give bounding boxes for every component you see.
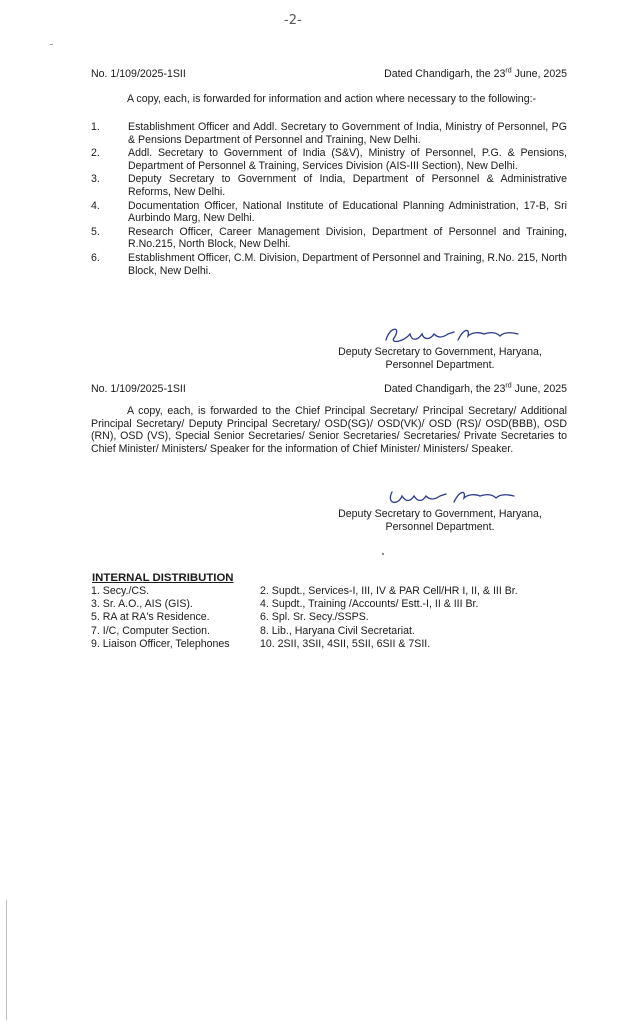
distribution-entry: 10. 2SII, 3SII, 4SII, 5SII, 6SII & 7SII. <box>260 637 431 650</box>
forwarding-body: A copy, each, is forwarded to the Chief Principal Secretary/ Principal Secretary/ Additional Principal Secretary/ Deputy Principal Secretary/ OSD(SG)/ OSD(VK)/ OSD (RS)/ OSD(BBB), OSD (RN), OSD (VS), Special Senior Secretaries/ Senior Secretaries/ Secretaries/ Private Secretaries to Chief Minister/ Ministers/ Speaker for the information of Chief Minister/ Ministers/ Speaker. <box>91 405 567 455</box>
table-row <box>91 585 518 598</box>
list-item-number: 2. <box>91 147 100 160</box>
signatory-department: Personnel Department. <box>385 520 495 533</box>
list-item-number: 5. <box>91 225 100 238</box>
list-item <box>91 226 567 251</box>
reference-number: No. 1/109/2025-1SII <box>91 68 186 80</box>
scan-edge <box>6 900 7 1020</box>
handwritten-signature <box>320 484 560 508</box>
handwritten-signature <box>320 322 560 346</box>
distribution-entry: 5. RA at RA's Residence. <box>91 611 210 624</box>
table-row <box>91 611 518 624</box>
header-row-2 <box>91 383 567 396</box>
internal-distribution-table <box>91 585 518 651</box>
signature-block-1 <box>320 322 560 371</box>
table-row <box>91 638 518 651</box>
distribution-entry: 1. Secy./CS. <box>91 585 150 597</box>
list-item <box>91 121 567 146</box>
page-number: -2- <box>284 13 302 28</box>
signatory-department: Personnel Department. <box>385 358 495 371</box>
list-item <box>91 173 567 198</box>
list-item <box>91 252 567 277</box>
list-item-text: Research Officer, Career Management Division, Department of Personnel and Training, R.No.215, North Block, New Delhi. <box>128 225 567 251</box>
list-item <box>91 200 567 225</box>
list-item-text: Deputy Secretary to Government of India, Department of Personnel & Administrative Reforms, New Delhi. <box>128 173 567 198</box>
list-item-text: Establishment Officer, C.M. Division, Department of Personnel and Training, R.No. 215, North Block, New Delhi. <box>128 251 567 277</box>
distribution-entry: 2. Supdt., Services-I, III, IV & PAR Cell/HR I, II, & III Br. <box>260 585 518 597</box>
list-item-text: Establishment Officer and Addl. Secretary to Government of India, Ministry of Personnel, PG & Pensions Department of Personnel and Training, New Delhi. <box>128 121 567 146</box>
signature-block-2 <box>320 484 560 533</box>
table-row <box>91 598 518 611</box>
list-item-number: 1. <box>91 121 100 133</box>
distribution-entry: 4. Supdt., Training /Accounts/ Estt.-I, II & III Br. <box>260 598 479 611</box>
distribution-entry: 6. Spl. Sr. Secy./SSPS. <box>260 611 369 624</box>
scan-mark <box>382 553 384 555</box>
dated-line: Dated Chandigarh, the 23rd June, 2025 <box>384 382 567 395</box>
internal-distribution-title: INTERNAL DISTRIBUTION <box>92 572 234 584</box>
list-item-text: Addl. Secretary to Government of India (S&V), Ministry of Personnel, P.G. & Pensions, Department of Personnel & Training, Services Division (AIS-III Section), New Delhi. <box>128 147 567 172</box>
distribution-entry: 8. Lib., Haryana Civil Secretariat. <box>260 624 415 637</box>
dated-line: Dated Chandigarh, the 23rd June, 2025 <box>384 67 567 80</box>
distribution-entry: 3. Sr. A.O., AIS (GIS). <box>91 598 193 611</box>
list-item-text: Documentation Officer, National Institute of Educational Planning Administration, 17-B, Sri Aurbindo Marg, New Delhi. <box>128 199 567 225</box>
forwarding-intro: A copy, each, is forwarded for information and action where necessary to the following:- <box>127 93 537 105</box>
list-item <box>91 147 567 172</box>
header-row-1 <box>91 68 567 81</box>
recipient-list <box>91 121 567 278</box>
distribution-entry: 9. Liaison Officer, Telephones <box>91 637 230 650</box>
list-item-number: 6. <box>91 251 100 264</box>
list-item-number: 3. <box>91 173 100 186</box>
reference-number: No. 1/109/2025-1SII <box>91 383 186 395</box>
list-item-number: 4. <box>91 199 100 212</box>
table-row <box>91 625 518 638</box>
distribution-entry: 7. I/C, Computer Section. <box>91 624 210 637</box>
scan-mark <box>50 44 53 45</box>
signatory-designation: Deputy Secretary to Government, Haryana, <box>338 346 542 358</box>
signatory-designation: Deputy Secretary to Government, Haryana, <box>338 508 542 520</box>
